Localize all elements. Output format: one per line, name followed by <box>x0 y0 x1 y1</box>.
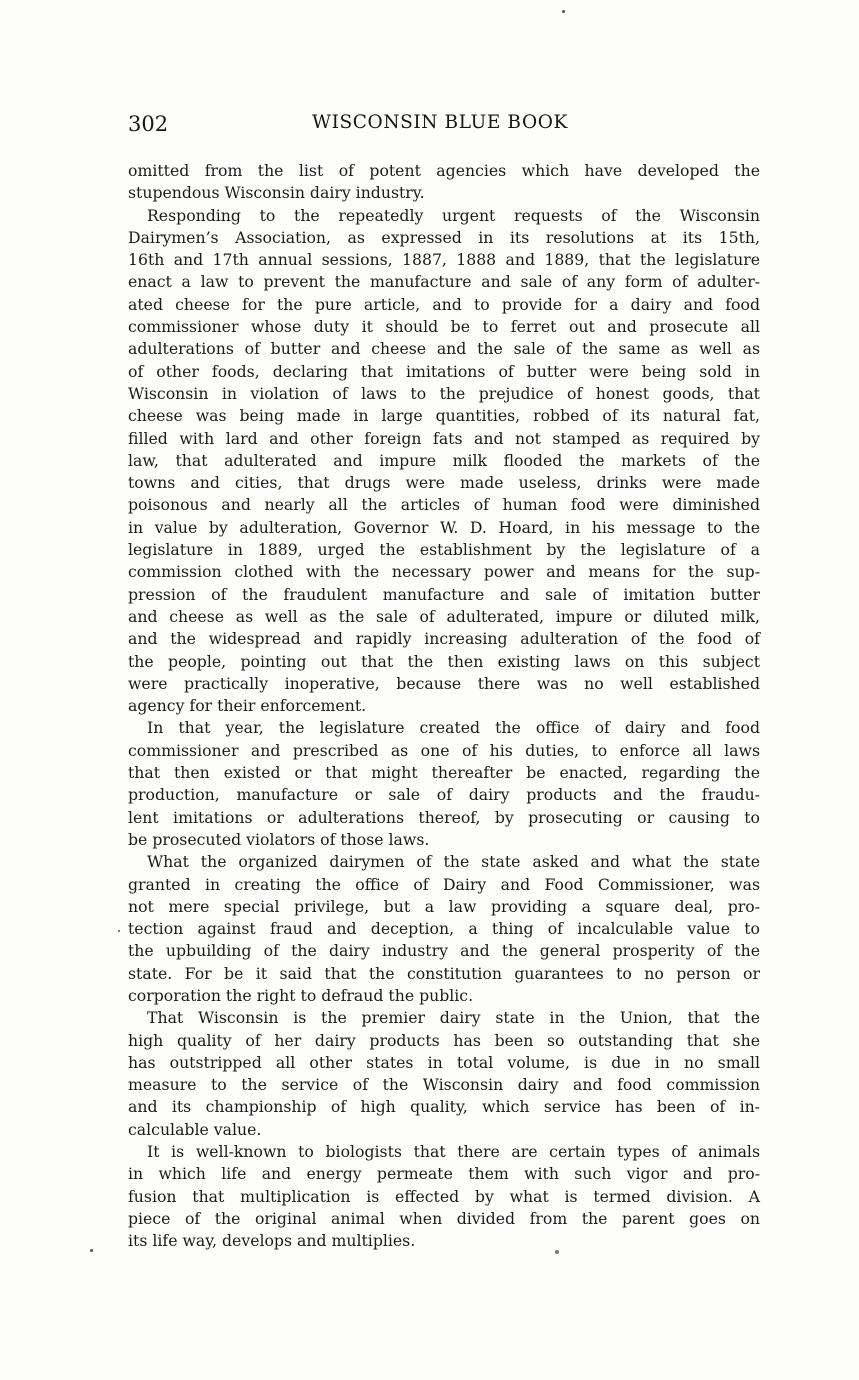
scan-speck <box>562 10 565 13</box>
page-header <box>128 112 760 142</box>
text-line: and its championship of high quality, which service has been of in- <box>128 1097 760 1117</box>
text-line: corporation the right to defraud the public. <box>128 985 474 1005</box>
text-line: stupendous Wisconsin dairy industry. <box>128 183 425 203</box>
text-line: were practically inoperative, because there was no well established <box>128 673 760 693</box>
text-line: commissioner and prescribed as one of his duties, to enforce all laws <box>128 740 760 760</box>
text-line: adulterations of butter and cheese and the sale of the same as well as <box>128 339 760 359</box>
text-line: measure to the service of the Wisconsin dairy and food commission <box>128 1075 760 1095</box>
text-line: piece of the original animal when divided from the parent goes on <box>128 1208 760 1228</box>
running-head: WISCONSIN BLUE BOOK <box>312 112 568 133</box>
text-line: in value by adulteration, Governor W. D. Hoard, in his message to the <box>128 517 760 537</box>
text-line: agency for their enforcement. <box>128 696 367 716</box>
scan-speck <box>118 930 120 932</box>
text-line: commissioner whose duty it should be to ferret out and prosecute all <box>128 317 760 337</box>
paragraph <box>128 851 760 1007</box>
text-line: That Wisconsin is the premier dairy state in the Union, that the <box>147 1008 760 1028</box>
text-line: in which life and energy permeate them with such vigor and pro- <box>128 1164 760 1184</box>
text-line: legislature in 1889, urged the establishment by the legislature of a <box>128 540 760 560</box>
text-line: Dairymen’s Association, as expressed in its resolutions at its 15th, <box>128 227 760 247</box>
text-line: has outstripped all other states in total volume, is due in no small <box>128 1052 760 1072</box>
page-number: 302 <box>128 112 169 136</box>
text-line: law, that adulterated and impure milk flooded the markets of the <box>128 450 760 470</box>
text-line: its life way, develops and multiplies. <box>128 1231 416 1251</box>
text-line: omitted from the list of potent agencies which have developed the <box>128 161 760 180</box>
text-line: production, manufacture or sale of dairy products and the fraudu- <box>128 785 760 805</box>
paragraph <box>128 1007 760 1141</box>
text-line: towns and cities, that drugs were made useless, drinks were made <box>128 473 760 493</box>
text-line: cheese was being made in large quantities, robbed of its natural fat, <box>128 406 760 426</box>
paragraph <box>128 717 760 851</box>
text-line: fusion that multiplication is effected by what is termed division. A <box>128 1186 760 1206</box>
text-line: In that year, the legislature created the office of dairy and food <box>147 718 760 738</box>
text-line: ated cheese for the pure article, and to provide for a dairy and food <box>128 294 760 314</box>
text-line: pression of the fraudulent manufacture and sale of imitation butter <box>128 584 760 604</box>
scan-speck <box>555 1250 559 1254</box>
text-line: What the organized dairymen of the state asked and what the state <box>147 852 760 872</box>
text-line: and the widespread and rapidly increasing adulteration of the food of <box>128 629 760 649</box>
text-line: state. For be it said that the constitution guarantees to no person or <box>128 963 760 983</box>
text-line: granted in creating the office of Dairy and Food Commissioner, was <box>128 874 760 894</box>
text-line: and cheese as well as the sale of adulterated, impure or diluted milk, <box>128 606 760 626</box>
text-line: filled with lard and other foreign fats and not stamped as required by <box>128 428 760 448</box>
text-line: the people, pointing out that the then existing laws on this subject <box>128 651 760 671</box>
text-line: It is well-known to biologists that there are certain types of animals <box>147 1142 760 1162</box>
text-line: tection against fraud and deception, a thing of incalculable value to <box>128 919 760 939</box>
text-line: not mere special privilege, but a law providing a square deal, pro- <box>128 896 760 916</box>
paragraph <box>128 1141 760 1252</box>
text-line: commission clothed with the necessary power and means for the sup- <box>128 562 760 582</box>
text-line: of other foods, declaring that imitations of butter were being sold in <box>128 361 760 381</box>
text-line: 16th and 17th annual sessions, 1887, 1888 and 1889, that the legislature <box>128 250 760 270</box>
paragraph <box>128 205 760 718</box>
scan-speck <box>90 1249 93 1252</box>
text-line: calculable value. <box>128 1119 262 1139</box>
text-line: lent imitations or adulterations thereof, by prosecuting or causing to <box>128 807 760 827</box>
text-line: enact a law to prevent the manufacture and sale of any form of adulter- <box>128 272 760 292</box>
text-line: the upbuilding of the dairy industry and the general prosperity of the <box>128 941 760 961</box>
text-line: high quality of her dairy products has been so outstanding that she <box>128 1030 760 1050</box>
body-text <box>128 160 760 1253</box>
text-line: Responding to the repeatedly urgent requests of the Wisconsin <box>147 205 760 225</box>
text-line: be prosecuted violators of those laws. <box>128 829 430 849</box>
text-line: Wisconsin in violation of laws to the prejudice of honest goods, that <box>128 383 760 403</box>
text-line: that then existed or that might thereafter be enacted, regarding the <box>128 763 760 783</box>
text-line: poisonous and nearly all the articles of human food were diminished <box>128 495 760 515</box>
paragraph <box>128 160 760 205</box>
